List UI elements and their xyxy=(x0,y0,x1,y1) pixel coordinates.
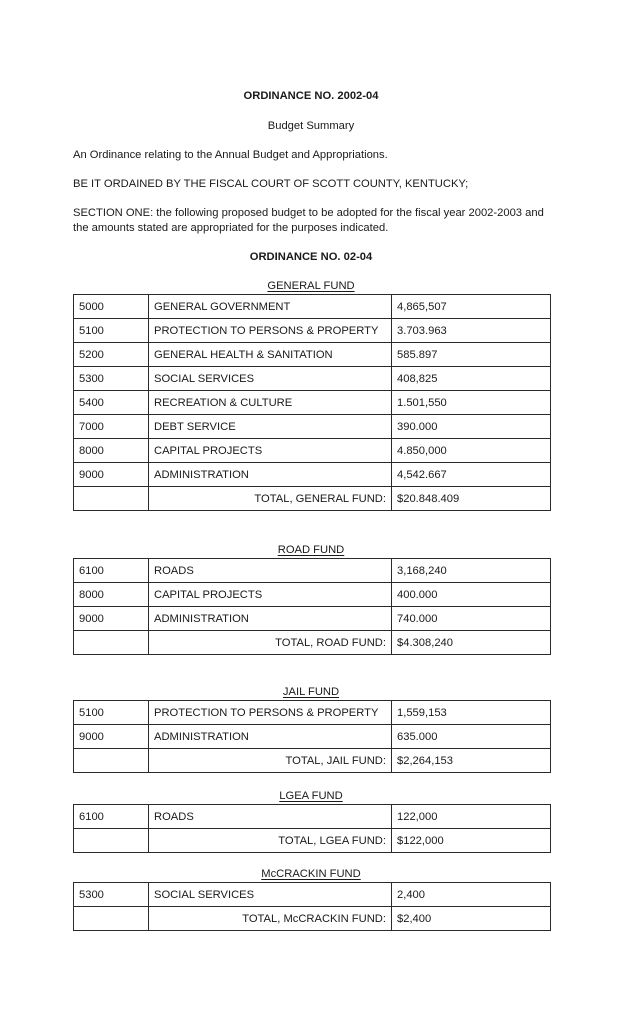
amount-cell: 3,168,240 xyxy=(392,559,551,583)
total-amount: $20.848.409 xyxy=(392,487,551,511)
table-row xyxy=(74,391,551,415)
total-label: TOTAL, ROAD FUND: xyxy=(149,631,392,655)
section-one-line-1: SECTION ONE: the following proposed budget to be adopted for the fiscal year 2002-2003 and xyxy=(73,207,544,219)
amount-cell: 4,542.667 xyxy=(392,463,551,487)
code-cell: 9000 xyxy=(74,607,149,631)
total-row xyxy=(74,487,551,511)
total-label: TOTAL, LGEA FUND: xyxy=(149,829,392,853)
table-row xyxy=(74,701,551,725)
mccrackin-fund-table xyxy=(73,882,551,931)
general-fund-title: GENERAL FUND xyxy=(267,280,355,292)
name-cell: RECREATION & CULTURE xyxy=(149,391,392,415)
code-cell: 8000 xyxy=(74,439,149,463)
name-cell: DEBT SERVICE xyxy=(149,415,392,439)
table-row xyxy=(74,367,551,391)
code-cell: 5300 xyxy=(74,883,149,907)
budget-summary-subtitle: Budget Summary xyxy=(267,120,355,132)
code-cell: 5100 xyxy=(74,701,149,725)
name-cell: SOCIAL SERVICES xyxy=(149,883,392,907)
name-cell: CAPITAL PROJECTS xyxy=(149,583,392,607)
total-row xyxy=(74,631,551,655)
amount-cell: 408,825 xyxy=(392,367,551,391)
total-row xyxy=(74,907,551,931)
name-cell: PROTECTION TO PERSONS & PROPERTY xyxy=(149,319,392,343)
empty-cell xyxy=(74,487,149,511)
amount-cell: 3.703.963 xyxy=(392,319,551,343)
table-row xyxy=(74,295,551,319)
table-row xyxy=(74,343,551,367)
name-cell: ADMINISTRATION xyxy=(149,607,392,631)
general-fund-table xyxy=(73,294,551,511)
code-cell: 9000 xyxy=(74,463,149,487)
code-cell: 5300 xyxy=(74,367,149,391)
code-cell: 9000 xyxy=(74,725,149,749)
amount-cell: 585.897 xyxy=(392,343,551,367)
empty-cell xyxy=(74,749,149,773)
ordinance-title: ORDINANCE NO. 2002-04 xyxy=(243,90,379,102)
road-fund-title: ROAD FUND xyxy=(277,544,345,556)
name-cell: GENERAL HEALTH & SANITATION xyxy=(149,343,392,367)
amount-cell: 1,559,153 xyxy=(392,701,551,725)
table-row xyxy=(74,583,551,607)
total-amount: $2,264,153 xyxy=(392,749,551,773)
code-cell: 6100 xyxy=(74,559,149,583)
code-cell: 5200 xyxy=(74,343,149,367)
amount-cell: 390.000 xyxy=(392,415,551,439)
code-cell: 5000 xyxy=(74,295,149,319)
amount-cell: 740.000 xyxy=(392,607,551,631)
name-cell: PROTECTION TO PERSONS & PROPERTY xyxy=(149,701,392,725)
name-cell: ADMINISTRATION xyxy=(149,725,392,749)
table-row xyxy=(74,883,551,907)
code-cell: 5100 xyxy=(74,319,149,343)
code-cell: 8000 xyxy=(74,583,149,607)
table-row xyxy=(74,607,551,631)
road-fund-table xyxy=(73,558,551,655)
table-row xyxy=(74,463,551,487)
empty-cell xyxy=(74,829,149,853)
total-amount: $4.308,240 xyxy=(392,631,551,655)
total-row xyxy=(74,829,551,853)
total-row xyxy=(74,749,551,773)
code-cell: 5400 xyxy=(74,391,149,415)
empty-cell xyxy=(74,631,149,655)
total-amount: $2,400 xyxy=(392,907,551,931)
ordinance-short-title: ORDINANCE NO. 02-04 xyxy=(249,251,373,263)
section-one-text xyxy=(73,206,553,236)
jail-fund-table xyxy=(73,700,551,773)
code-cell: 6100 xyxy=(74,805,149,829)
amount-cell: 2,400 xyxy=(392,883,551,907)
amount-cell: 1.501,550 xyxy=(392,391,551,415)
name-cell: ROADS xyxy=(149,805,392,829)
lgea-fund-title: LGEA FUND xyxy=(279,790,343,802)
table-row xyxy=(74,319,551,343)
name-cell: ADMINISTRATION xyxy=(149,463,392,487)
mccrackin-fund-title: McCRACKIN FUND xyxy=(261,868,361,880)
name-cell: SOCIAL SERVICES xyxy=(149,367,392,391)
table-row xyxy=(74,559,551,583)
total-amount: $122,000 xyxy=(392,829,551,853)
table-row xyxy=(74,415,551,439)
total-label: TOTAL, McCRACKIN FUND: xyxy=(149,907,392,931)
amount-cell: 400.000 xyxy=(392,583,551,607)
total-label: TOTAL, JAIL FUND: xyxy=(149,749,392,773)
code-cell: 7000 xyxy=(74,415,149,439)
table-row xyxy=(74,805,551,829)
intro-text: An Ordinance relating to the Annual Budget and Appropriations. xyxy=(73,149,388,161)
total-label: TOTAL, GENERAL FUND: xyxy=(149,487,392,511)
name-cell: ROADS xyxy=(149,559,392,583)
amount-cell: 122,000 xyxy=(392,805,551,829)
table-row xyxy=(74,439,551,463)
lgea-fund-table xyxy=(73,804,551,853)
ordained-text: BE IT ORDAINED BY THE FISCAL COURT OF SCOTT COUNTY, KENTUCKY; xyxy=(73,178,469,190)
amount-cell: 635.000 xyxy=(392,725,551,749)
section-one-line-2: the amounts stated are appropriated for the purposes indicated. xyxy=(73,222,389,234)
name-cell: GENERAL GOVERNMENT xyxy=(149,295,392,319)
amount-cell: 4.850,000 xyxy=(392,439,551,463)
table-row xyxy=(74,725,551,749)
amount-cell: 4,865,507 xyxy=(392,295,551,319)
empty-cell xyxy=(74,907,149,931)
name-cell: CAPITAL PROJECTS xyxy=(149,439,392,463)
jail-fund-title: JAIL FUND xyxy=(282,686,340,698)
